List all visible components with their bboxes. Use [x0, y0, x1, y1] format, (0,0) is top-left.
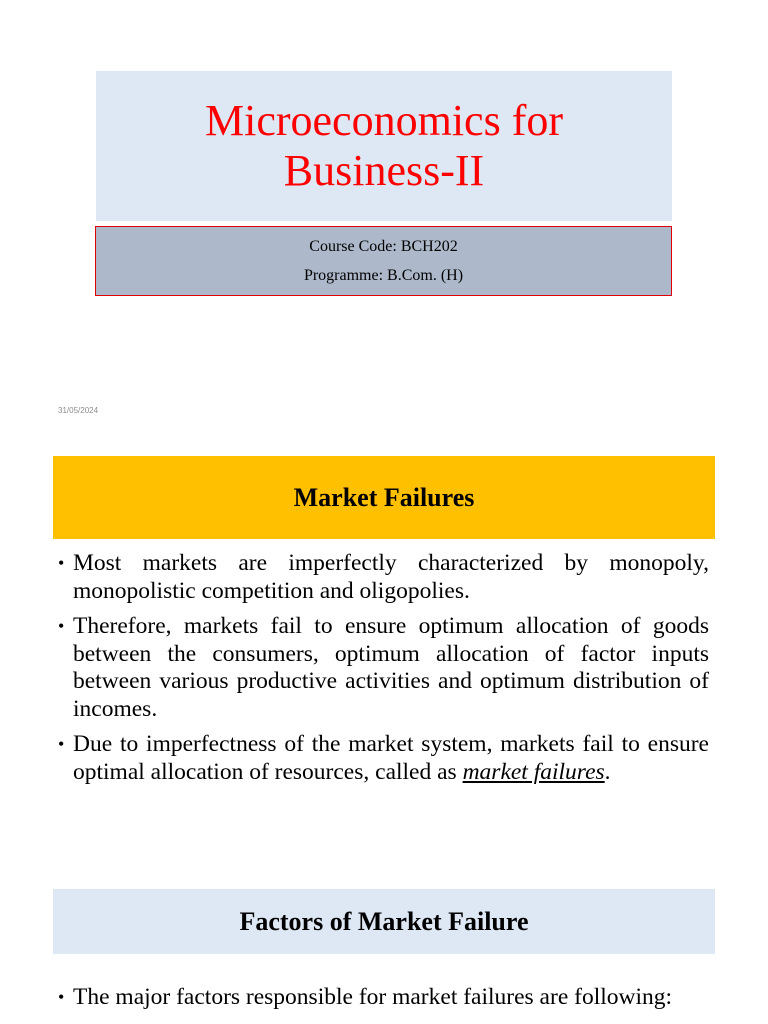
- subtitle-box: [95, 226, 672, 296]
- bullet-text: The major factors responsible for market failures are following:: [73, 984, 673, 1010]
- market-failures-header: [53, 456, 715, 539]
- bullet-text-post: .: [604, 758, 611, 785]
- course-code: Course Code: BCH202: [309, 238, 458, 255]
- bullet-text: Most markets are imperfectly characterized by monopoly, monopolistic competition and oligopolies.: [73, 550, 709, 604]
- slide-date: 31/05/2024: [58, 406, 99, 415]
- slide-title-line-2: Business-II: [283, 146, 485, 195]
- bullet-icon: •: [58, 987, 65, 1007]
- factors-bullet-list: [58, 984, 709, 1020]
- title-box: [96, 71, 672, 221]
- list-item: [58, 984, 709, 1012]
- factors-heading: Factors of Market Failure: [239, 906, 529, 936]
- list-item: [58, 731, 709, 786]
- list-item: [58, 613, 709, 723]
- bullet-icon: •: [58, 553, 65, 573]
- market-failures-heading: Market Failures: [293, 482, 475, 512]
- market-failures-bullet-list: [58, 550, 709, 794]
- market-failures-term: market failures: [462, 758, 605, 785]
- programme: Programme: B.Com. (H): [303, 267, 464, 284]
- bullet-icon: •: [58, 616, 65, 636]
- slide-title-line-1: Microeconomics for: [205, 96, 563, 145]
- bullet-text-pre: Due to imperfectness of the market system, markets fail to ensure optimal allocation of resources, called as: [73, 731, 709, 785]
- list-item: [58, 550, 709, 605]
- bullet-icon: •: [58, 734, 65, 754]
- bullet-text: Therefore, markets fail to ensure optimum allocation of goods between the consumers, optimum allocation of factor inputs between various productive activities and optimum distribution of incomes.: [73, 613, 709, 722]
- factors-header: [53, 889, 715, 954]
- bullet-text: [73, 731, 709, 786]
